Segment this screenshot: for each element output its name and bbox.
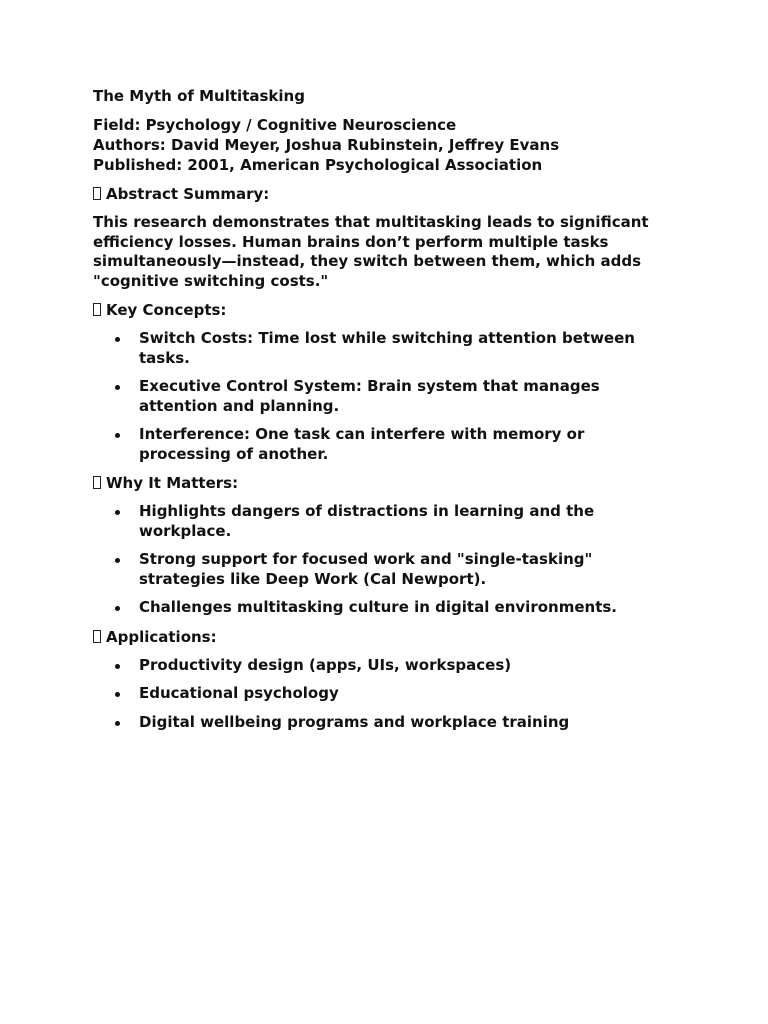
field-line: Field: Psychology / Cognitive Neuroscience xyxy=(93,116,457,134)
list-item-text: Strong support for focused work and "single-tasking" strategies like Deep Work (Cal Newport). xyxy=(139,550,593,588)
bullet-icon xyxy=(115,664,120,669)
why-it-matters-heading-label: Why It Matters: xyxy=(106,474,239,492)
key-concepts-heading xyxy=(93,300,693,320)
document-title: The Myth of Multitasking xyxy=(93,87,305,105)
document-metadata xyxy=(93,115,693,175)
list-item xyxy=(93,713,693,733)
list-item xyxy=(93,550,669,589)
list-item-text: Executive Control System: Brain system that manages attention and planning. xyxy=(139,377,600,415)
applications-heading xyxy=(93,627,693,647)
list-item-text: Productivity design (apps, UIs, workspaces) xyxy=(139,655,512,674)
list-item-text: Challenges multitasking culture in digital environments. xyxy=(139,598,617,616)
document-page xyxy=(93,86,693,741)
bullet-icon xyxy=(115,558,120,563)
missing-glyph-icon xyxy=(93,303,101,316)
list-item-text: Digital wellbeing programs and workplace training xyxy=(139,712,570,731)
list-item xyxy=(93,598,669,618)
applications-heading-label: Applications: xyxy=(106,627,217,646)
list-item-text: Highlights dangers of distractions in learning and the workplace. xyxy=(139,502,595,540)
bullet-icon xyxy=(115,337,120,342)
list-item xyxy=(93,684,693,704)
key-concepts-list xyxy=(93,329,693,464)
published-line: Published: 2001, American Psychological Association xyxy=(93,156,543,174)
why-it-matters-list xyxy=(93,502,693,618)
list-item xyxy=(93,502,669,541)
missing-glyph-icon xyxy=(93,630,101,643)
list-item xyxy=(93,425,659,464)
list-item xyxy=(93,656,693,676)
list-item xyxy=(93,329,659,368)
authors-line: Authors: David Meyer, Joshua Rubinstein, Jeffrey Evans xyxy=(93,136,560,154)
key-concepts-heading-label: Key Concepts: xyxy=(106,301,227,319)
why-it-matters-heading xyxy=(93,473,693,493)
bullet-icon xyxy=(115,385,120,390)
missing-glyph-icon xyxy=(93,187,101,200)
list-item xyxy=(93,377,659,416)
bullet-icon xyxy=(115,692,120,697)
abstract-heading xyxy=(93,184,693,204)
bullet-icon xyxy=(115,721,120,726)
bullet-icon xyxy=(115,433,120,438)
bullet-icon xyxy=(115,510,120,515)
list-item-text: Interference: One task can interfere with memory or processing of another. xyxy=(139,425,585,463)
bullet-icon xyxy=(115,606,120,611)
list-item-text: Switch Costs: Time lost while switching attention between tasks. xyxy=(139,329,635,367)
list-item-text: Educational psychology xyxy=(139,684,339,702)
applications-list xyxy=(93,656,693,733)
abstract-text: This research demonstrates that multitasking leads to significant efficiency losses. Human brains don’t perform multiple tasks simultaneously—instead, they switch between them, which adds "cognitive switching costs." xyxy=(93,213,649,290)
abstract-heading-label: Abstract Summary: xyxy=(106,185,270,203)
missing-glyph-icon xyxy=(93,476,101,489)
